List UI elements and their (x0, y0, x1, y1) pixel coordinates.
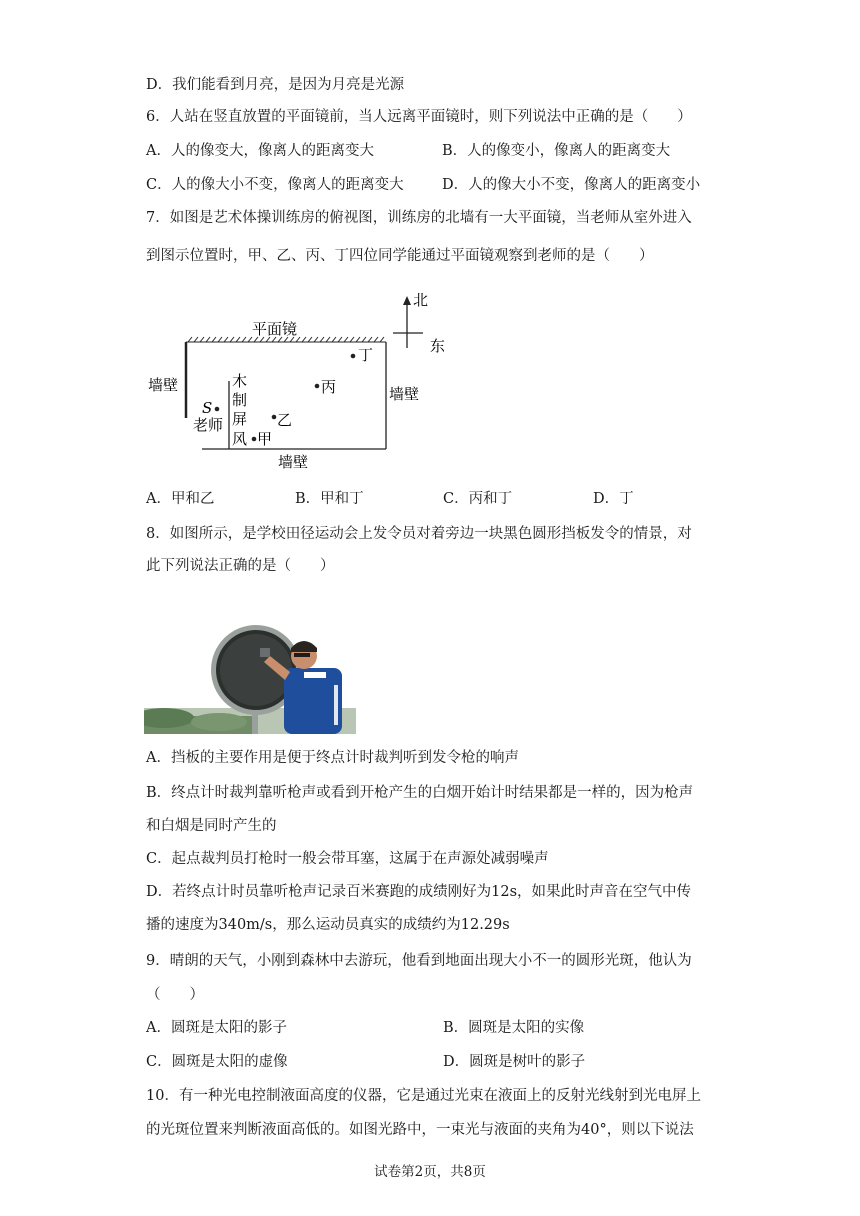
mirror-hatch-mark (308, 337, 312, 342)
q7-stem-line2: 到图示位置时，甲、乙、丙、丁四位同学能通过平面镜观察到老师的是（ ） (146, 248, 654, 264)
student-bing-point (315, 384, 320, 389)
teacher-s-label: S (202, 399, 213, 417)
teacher-point (215, 407, 220, 412)
q7-option-c: C．丙和丁 (443, 491, 513, 507)
q5-option-d: D．我们能看到月亮，是因为月亮是光源 (146, 77, 405, 93)
mirror-hatch-mark (302, 337, 306, 342)
mirror-hatch-mark (338, 337, 342, 342)
screen-char-2: 制 (232, 391, 248, 409)
page-footer: 试卷第2页，共8页 (374, 1164, 486, 1180)
mirror-hatch-mark (326, 337, 330, 342)
q9-option-b: B．圆斑是太阳的实像 (443, 1020, 585, 1036)
student-ding-point (351, 354, 356, 359)
q9-option-a: A．圆斑是太阳的影子 (146, 1020, 287, 1036)
q8-option-d-line2: 播的速度为340m/s，那么运动员真实的成绩约为12.29s (146, 917, 510, 933)
q6-option-a: A．人的像变大，像离人的距离变大 (146, 143, 374, 159)
mirror-hatch-mark (332, 337, 336, 342)
q8-option-b-line2: 和白烟是同时产生的 (146, 818, 277, 834)
mirror-hatch-mark (230, 337, 234, 342)
mirror-hatch-mark (224, 337, 228, 342)
screen-char-1: 木 (232, 372, 248, 390)
q8-stem-line2: 此下列说法正确的是（ ） (146, 558, 335, 574)
q6-option-d: D．人的像大小不变，像离人的距离变小 (442, 177, 701, 193)
mirror-hatch-mark (350, 337, 354, 342)
mirror-label: 平面镜 (252, 320, 298, 338)
mirror-hatch-mark (374, 337, 378, 342)
mirror-hatch-mark (236, 337, 240, 342)
mirror-hatch-mark (200, 337, 204, 342)
north-label: 北 (413, 291, 429, 309)
q7-stem-line1: 7．如图是艺术体操训练房的俯视图，训练房的北墙有一大平面镜，当老师从室外进入 (146, 210, 692, 226)
mirror-hatch-mark (212, 337, 216, 342)
mirror-hatch-mark (362, 337, 366, 342)
south-wall-label: 墙壁 (278, 453, 309, 471)
mirror-hatch-mark (194, 337, 198, 342)
q8-option-a: A．挡板的主要作用是便于终点计时裁判听到发令枪的响声 (146, 750, 519, 766)
mirror-hatch-mark (320, 337, 324, 342)
student-yi-point (272, 415, 277, 420)
mirror-hatch-mark (218, 337, 222, 342)
mirror-hatch-mark (368, 337, 372, 342)
screen-char-3: 屏 (232, 410, 248, 428)
q8-option-c: C．起点裁判员打枪时一般会带耳塞，这属于在声源处减弱噪声 (146, 851, 549, 867)
q6-option-c: C．人的像大小不变，像离人的距离变大 (146, 177, 404, 193)
starter-photo (144, 590, 356, 734)
q10-stem-line1: 10．有一种光电控制液面高度的仪器，它是通过光束在液面上的反射光线射到光电屏上 (146, 1088, 701, 1104)
q6-stem: 6．人站在竖直放置的平面镜前，当人远离平面镜时，则下列说法中正确的是（ ） (146, 109, 692, 125)
teacher-label: 老师 (193, 416, 224, 434)
q8-option-d-line1: D．若终点计时员靠听枪声记录百米赛跑的成绩刚好为12s，如果此时声音在空气中传 (146, 884, 692, 900)
q7-option-d: D．丁 (593, 491, 634, 507)
q9-option-c: C．圆斑是太阳的虚像 (146, 1054, 288, 1070)
q9-stem-line2: （ ） (146, 987, 204, 1003)
student-yi-label: 乙 (277, 411, 293, 429)
north-arrowhead (403, 296, 411, 305)
q7-option-b: B．甲和丁 (295, 491, 364, 507)
mirror-hatch-mark (242, 337, 246, 342)
mirror-hatch-mark (188, 337, 192, 342)
q7-room-diagram (140, 288, 460, 478)
mirror-hatch-mark (380, 337, 384, 342)
east-wall-label: 墙壁 (389, 385, 420, 403)
q8-stem-line1: 8．如图所示，是学校田径运动会上发令员对着旁边一块黑色圆形挡板发令的情景，对 (146, 526, 692, 542)
q6-option-b: B．人的像变小，像离人的距离变大 (442, 143, 671, 159)
mirror-hatch-mark (356, 337, 360, 342)
mirror-hatch-mark (206, 337, 210, 342)
student-jia-label: 甲 (257, 430, 273, 448)
q8-option-b-line1: B．终点计时裁判靠听枪声或看到开枪产生的白烟开始计时结果都是一样的，因为枪声 (146, 785, 694, 801)
student-jia-point (252, 437, 257, 442)
mirror-hatch-mark (314, 337, 318, 342)
q9-option-d: D．圆斑是树叶的影子 (443, 1054, 586, 1070)
q10-stem-line2: 的光斑位置来判断液面高低的。如图光路中，一束光与液面的夹角为40°，则以下说法 (146, 1122, 694, 1138)
east-label: 东 (430, 337, 446, 355)
mirror-hatch-mark (344, 337, 348, 342)
west-wall-label: 墙壁 (148, 376, 179, 394)
q9-stem-line1: 9．晴朗的天气，小刚到森林中去游玩，他看到地面出现大小不一的圆形光斑，他认为 (146, 953, 692, 969)
q7-option-a: A．甲和乙 (146, 491, 215, 507)
student-ding-label: 丁 (358, 346, 374, 364)
screen-char-4: 风 (232, 430, 248, 448)
student-bing-label: 丙 (321, 378, 337, 396)
